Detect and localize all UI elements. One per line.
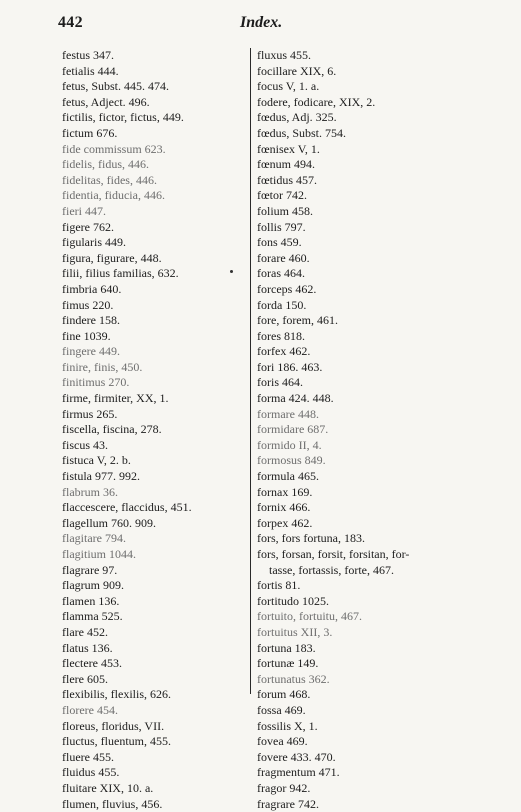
- index-entry: foris 464.: [257, 375, 467, 391]
- index-entry: fingere 449.: [62, 344, 247, 360]
- index-entry: floreus, floridus, VII.: [62, 719, 247, 735]
- index-entry: fœnum 494.: [257, 157, 467, 173]
- index-entry: formula 465.: [257, 469, 467, 485]
- index-entry: fovea 469.: [257, 734, 467, 750]
- index-entry: formare 448.: [257, 407, 467, 423]
- index-entry: fornix 466.: [257, 500, 467, 516]
- index-entry: fortunæ 149.: [257, 656, 467, 672]
- index-entry: folium 458.: [257, 204, 467, 220]
- index-entry: forceps 462.: [257, 282, 467, 298]
- index-entry: flagrum 909.: [62, 578, 247, 594]
- index-entry: flaccescere, flaccidus, 451.: [62, 500, 247, 516]
- index-entry: fons 459.: [257, 235, 467, 251]
- index-entry-line: fors, forsan, forsit, forsitan, for-: [257, 547, 467, 563]
- index-entry-multiline: [257, 547, 467, 578]
- index-entry: flamen 136.: [62, 594, 247, 610]
- index-entry-continuation: tasse, fortassis, forte, 467.: [257, 563, 467, 579]
- index-entry: flatus 136.: [62, 641, 247, 657]
- index-entry: flectere 453.: [62, 656, 247, 672]
- index-entry: fidelis, fidus, 446.: [62, 157, 247, 173]
- index-entry: fragor 942.: [257, 781, 467, 797]
- index-entry: fores 818.: [257, 329, 467, 345]
- index-entry: fluctus, fluentum, 455.: [62, 734, 247, 750]
- running-head: Index.: [240, 14, 282, 32]
- index-entry: fetus, Adject. 496.: [62, 95, 247, 111]
- index-entry: fistuca V, 2. b.: [62, 453, 247, 469]
- index-entry: fore, forem, 461.: [257, 313, 467, 329]
- index-entry: foras 464.: [257, 266, 467, 282]
- index-entry: forma 424. 448.: [257, 391, 467, 407]
- index-entry: follis 797.: [257, 220, 467, 236]
- index-entry: fetialis 444.: [62, 64, 247, 80]
- index-entry: formido II, 4.: [257, 438, 467, 454]
- index-entry: fiscus 43.: [62, 438, 247, 454]
- index-entry: fornax 169.: [257, 485, 467, 501]
- index-entry: finitimus 270.: [62, 375, 247, 391]
- index-entry: fieri 447.: [62, 204, 247, 220]
- index-entry: fiscella, fiscina, 278.: [62, 422, 247, 438]
- index-entry: fortuna 183.: [257, 641, 467, 657]
- index-entry: fluere 455.: [62, 750, 247, 766]
- index-entry: fimbria 640.: [62, 282, 247, 298]
- index-entry: fictilis, fictor, fictus, 449.: [62, 110, 247, 126]
- index-entry: fidentia, fiducia, 446.: [62, 188, 247, 204]
- index-entry: filii, filius familias, 632.: [62, 266, 247, 282]
- index-entry: fortis 81.: [257, 578, 467, 594]
- index-entry: flagellum 760. 909.: [62, 516, 247, 532]
- index-entry: fragrare 742.: [257, 797, 467, 812]
- index-entry: forum 468.: [257, 687, 467, 703]
- index-entry: fœdus, Subst. 754.: [257, 126, 467, 142]
- index-entry: figere 762.: [62, 220, 247, 236]
- index-entry: finire, finis, 450.: [62, 360, 247, 376]
- ink-speck: [230, 270, 233, 273]
- index-entry: findere 158.: [62, 313, 247, 329]
- index-entry: fistula 977. 992.: [62, 469, 247, 485]
- index-entry: flabrum 36.: [62, 485, 247, 501]
- index-entry: fœdus, Adj. 325.: [257, 110, 467, 126]
- page-header: [58, 14, 458, 36]
- index-entry: fossilis X, 1.: [257, 719, 467, 735]
- index-entry: fœtor 742.: [257, 188, 467, 204]
- index-entry: fortuitus XII, 3.: [257, 625, 467, 641]
- index-entry: forda 150.: [257, 298, 467, 314]
- index-entry: firme, firmiter, XX, 1.: [62, 391, 247, 407]
- index-entry: fodere, fodicare, XIX, 2.: [257, 95, 467, 111]
- index-entry: fetus, Subst. 445. 474.: [62, 79, 247, 95]
- index-entry: fragmentum 471.: [257, 765, 467, 781]
- index-entry: festus 347.: [62, 48, 247, 64]
- index-entry: fori 186. 463.: [257, 360, 467, 376]
- index-entry: fœtidus 457.: [257, 173, 467, 189]
- index-entry: flagitare 794.: [62, 531, 247, 547]
- index-entry: firmus 265.: [62, 407, 247, 423]
- index-entry: forfex 462.: [257, 344, 467, 360]
- index-entry: formosus 849.: [257, 453, 467, 469]
- index-entry: forare 460.: [257, 251, 467, 267]
- index-entry: forpex 462.: [257, 516, 467, 532]
- index-entry: figura, figurare, 448.: [62, 251, 247, 267]
- index-entry: formidare 687.: [257, 422, 467, 438]
- index-entry: flare 452.: [62, 625, 247, 641]
- index-entry: fœnisex V, 1.: [257, 142, 467, 158]
- index-entry: florere 454.: [62, 703, 247, 719]
- index-entry: fluxus 455.: [257, 48, 467, 64]
- index-column-left: [62, 48, 247, 812]
- index-entry: fortitudo 1025.: [257, 594, 467, 610]
- index-entry: fossa 469.: [257, 703, 467, 719]
- index-entry: fluitare XIX, 10. a.: [62, 781, 247, 797]
- index-entry: fine 1039.: [62, 329, 247, 345]
- page-number: 442: [58, 14, 83, 32]
- index-entry: fluidus 455.: [62, 765, 247, 781]
- index-column-right: [257, 48, 467, 812]
- index-entry: fimus 220.: [62, 298, 247, 314]
- index-entry: figularis 449.: [62, 235, 247, 251]
- index-entry: flagrare 97.: [62, 563, 247, 579]
- index-entry: fors, fors fortuna, 183.: [257, 531, 467, 547]
- index-entry: flere 605.: [62, 672, 247, 688]
- index-entry: flexibilis, flexilis, 626.: [62, 687, 247, 703]
- index-entry: flagitium 1044.: [62, 547, 247, 563]
- index-entry: fovere 433. 470.: [257, 750, 467, 766]
- index-entry: fortunatus 362.: [257, 672, 467, 688]
- index-entry: focillare XIX, 6.: [257, 64, 467, 80]
- index-entry: flamma 525.: [62, 609, 247, 625]
- index-entry: fide commissum 623.: [62, 142, 247, 158]
- index-entry: fortuito, fortuitu, 467.: [257, 609, 467, 625]
- index-entry: fidelitas, fides, 446.: [62, 173, 247, 189]
- index-entry: flumen, fluvius, 456.: [62, 797, 247, 812]
- index-entry: fictum 676.: [62, 126, 247, 142]
- column-divider: [250, 48, 251, 694]
- index-entry: focus V, 1. a.: [257, 79, 467, 95]
